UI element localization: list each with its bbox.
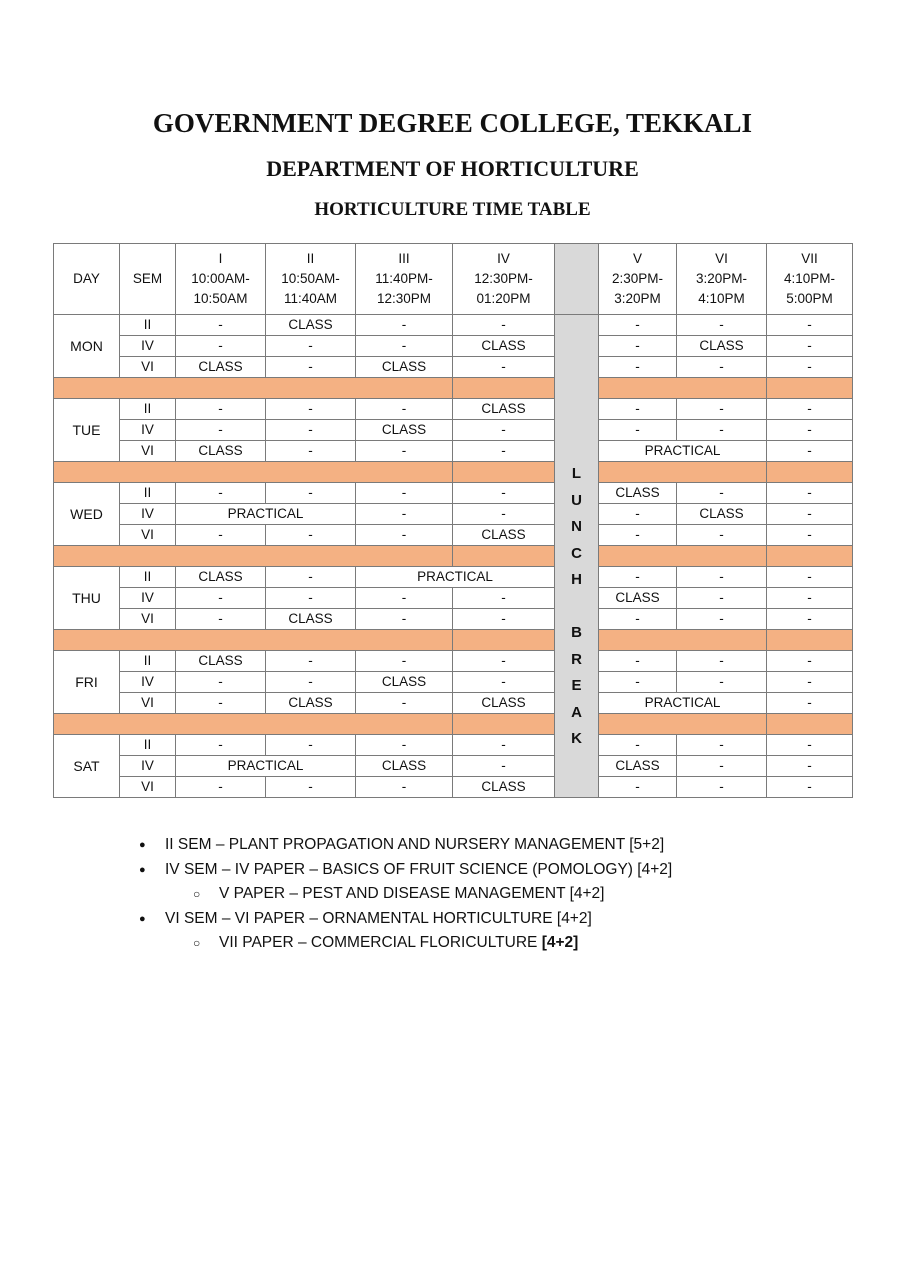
timetable-cell: - (356, 483, 453, 504)
timetable-cell: - (767, 567, 853, 588)
note-item (193, 934, 579, 952)
sem-cell: IV (120, 336, 176, 357)
timetable-cell: - (453, 735, 555, 756)
timetable-cell: - (266, 483, 356, 504)
timetable-cell: - (453, 420, 555, 441)
timetable-cell: - (176, 609, 266, 630)
timetable-cell: CLASS (599, 588, 677, 609)
sem-cell: II (120, 315, 176, 336)
timetable-cell: - (677, 777, 767, 798)
sem-cell: VI (120, 357, 176, 378)
timetable-cell: CLASS (599, 483, 677, 504)
note-text: VII PAPER – COMMERCIAL FLORICULTURE (219, 934, 542, 951)
sem-cell: II (120, 483, 176, 504)
timetable-cell: - (356, 588, 453, 609)
day-cell: WED (54, 483, 120, 546)
note-text: II SEM – PLANT PROPAGATION AND NURSERY MANAGEMENT [5+2] (165, 836, 665, 853)
timetable-cell: - (356, 441, 453, 462)
note-text: IV SEM – IV PAPER – BASICS OF FRUIT SCIENCE (POMOLOGY) [4+2] (165, 861, 673, 878)
department-name: DEPARTMENT OF HORTICULTURE (266, 156, 639, 181)
timetable-cell: - (176, 399, 266, 420)
separator-cell (54, 462, 453, 483)
sem-cell: IV (120, 420, 176, 441)
timetable-cell: - (677, 756, 767, 777)
timetable-cell: CLASS (176, 567, 266, 588)
timetable-cell: CLASS (453, 693, 555, 714)
timetable-cell: - (767, 756, 853, 777)
day-separator (54, 462, 853, 483)
timetable-cell: CLASS (453, 399, 555, 420)
bullet-icon: ● (139, 913, 146, 925)
timetable-cell: - (767, 693, 853, 714)
timetable-cell: - (599, 420, 677, 441)
timetable-cell: - (266, 735, 356, 756)
timetable-cell: - (356, 504, 453, 525)
period-start: 2:30PM- (611, 271, 664, 286)
note-item (139, 836, 665, 854)
timetable-cell: CLASS (266, 315, 356, 336)
sem-cell: II (120, 735, 176, 756)
timetable-cell: CLASS (266, 693, 356, 714)
sem-cell: VI (120, 693, 176, 714)
timetable-cell: - (767, 504, 853, 525)
timetable-cell: - (599, 609, 677, 630)
period-end: 11:40AM (283, 291, 338, 306)
period-header-iii (356, 244, 453, 315)
timetable-cell: - (176, 693, 266, 714)
timetable-cell: - (767, 315, 853, 336)
timetable-cell: - (599, 315, 677, 336)
timetable-cell: - (453, 483, 555, 504)
note-item (139, 861, 673, 879)
timetable-cell: CLASS (453, 525, 555, 546)
timetable-cell: CLASS (677, 336, 767, 357)
period-start: 10:50AM- (281, 271, 340, 286)
day-header: DAY (54, 244, 120, 315)
period-header-iv (453, 244, 555, 315)
timetable-cell: - (767, 525, 853, 546)
sem-cell: II (120, 567, 176, 588)
timetable-cell: - (176, 588, 266, 609)
lunch-letter: B (571, 624, 582, 641)
period-num: IV (497, 251, 510, 266)
timetable-cell: - (176, 336, 266, 357)
day-separator (54, 546, 853, 567)
lunch-header-cell (555, 244, 599, 315)
period-end: 5:00PM (786, 291, 833, 306)
lunch-letter: A (571, 703, 582, 721)
sem-cell: VI (120, 525, 176, 546)
timetable-cell: - (677, 735, 767, 756)
separator-cell (767, 630, 853, 651)
timetable-cell: - (677, 525, 767, 546)
lunch-letter: H (571, 571, 582, 588)
timetable-cell: - (453, 672, 555, 693)
timetable (53, 243, 853, 798)
timetable-cell: PRACTICAL (176, 504, 356, 525)
period-header-vii (767, 244, 853, 315)
timetable-cell: - (356, 399, 453, 420)
timetable-cell: - (599, 504, 677, 525)
sem-cell: VI (120, 777, 176, 798)
separator-cell (767, 714, 853, 735)
separator-cell (54, 714, 453, 735)
timetable-cell: - (176, 420, 266, 441)
timetable-cell: - (599, 651, 677, 672)
timetable-cell: - (599, 735, 677, 756)
timetable-cell: - (677, 420, 767, 441)
period-start: 11:40PM- (375, 271, 433, 286)
timetable-cell: CLASS (356, 672, 453, 693)
timetable-cell: CLASS (356, 357, 453, 378)
separator-cell (767, 546, 853, 567)
timetable-cell: - (599, 777, 677, 798)
timetable-cell: - (767, 336, 853, 357)
timetable-cell: PRACTICAL (599, 693, 767, 714)
period-start: 10:00AM- (191, 271, 250, 286)
separator-cell (453, 630, 555, 651)
timetable-cell: - (677, 399, 767, 420)
timetable-cell: - (767, 420, 853, 441)
sem-cell: VI (120, 609, 176, 630)
timetable-cell: - (767, 651, 853, 672)
separator-cell (453, 714, 555, 735)
timetable-cell: - (599, 357, 677, 378)
timetable-cell: - (356, 525, 453, 546)
period-header-i (176, 244, 266, 315)
timetable-cell: - (677, 672, 767, 693)
separator-cell (767, 378, 853, 399)
timetable-cell: - (176, 525, 266, 546)
timetable-cell: - (453, 609, 555, 630)
college-name: GOVERNMENT DEGREE COLLEGE, TEKKALI (152, 108, 753, 138)
timetable-cell: - (356, 336, 453, 357)
period-start: 4:10PM- (783, 271, 836, 286)
sem-cell: IV (120, 756, 176, 777)
timetable-cell: - (266, 525, 356, 546)
timetable-cell: - (176, 777, 266, 798)
timetable-cell: - (356, 777, 453, 798)
timetable-cell: - (453, 756, 555, 777)
lunch-break-column (555, 315, 599, 798)
sem-header: SEM (120, 244, 176, 315)
day-cell: THU (54, 567, 120, 630)
day-cell: FRI (54, 651, 120, 714)
period-start: 3:20PM- (695, 271, 748, 286)
period-num: VII (801, 251, 818, 266)
timetable-cell: - (767, 399, 853, 420)
timetable-cell: - (266, 399, 356, 420)
lunch-letter: L (571, 465, 582, 482)
timetable-cell: CLASS (176, 441, 266, 462)
timetable-cell: CLASS (453, 336, 555, 357)
timetable-cell: - (767, 735, 853, 756)
day-separator (54, 714, 853, 735)
sem-cell: IV (120, 672, 176, 693)
timetable-cell: - (453, 357, 555, 378)
timetable-cell: - (453, 651, 555, 672)
timetable-cell: - (356, 315, 453, 336)
timetable-cell: - (599, 567, 677, 588)
timetable-cell: - (767, 672, 853, 693)
timetable-cell: - (266, 420, 356, 441)
separator-cell (599, 462, 767, 483)
separator-cell (599, 714, 767, 735)
lunch-letter: K (571, 730, 582, 747)
separator-cell (599, 378, 767, 399)
separator-cell (767, 462, 853, 483)
timetable-cell: CLASS (599, 756, 677, 777)
period-header-v (599, 244, 677, 315)
timetable-cell: - (453, 441, 555, 462)
timetable-cell: - (266, 357, 356, 378)
sub-bullet-icon: ○ (193, 887, 201, 901)
sem-cell: IV (120, 588, 176, 609)
period-end: 4:10PM (698, 291, 745, 306)
period-start: 12:30PM- (474, 271, 533, 286)
timetable-cell: - (266, 336, 356, 357)
timetable-cell: - (677, 588, 767, 609)
separator-cell (453, 546, 555, 567)
timetable-cell: CLASS (356, 420, 453, 441)
day-separator (54, 630, 853, 651)
timetable-cell: - (266, 588, 356, 609)
timetable-cell: - (677, 357, 767, 378)
timetable-cell: - (677, 567, 767, 588)
timetable-cell: PRACTICAL (356, 567, 555, 588)
timetable-cell: PRACTICAL (176, 756, 356, 777)
sem-cell: II (120, 651, 176, 672)
timetable-cell: CLASS (453, 777, 555, 798)
separator-cell (54, 630, 453, 651)
timetable-cell: - (767, 441, 853, 462)
timetable-cell: CLASS (176, 357, 266, 378)
timetable-cell: - (266, 777, 356, 798)
note-item (139, 910, 592, 928)
timetable-cell: - (356, 735, 453, 756)
timetable-cell: - (599, 525, 677, 546)
period-num: II (306, 251, 315, 266)
timetable-cell: - (453, 315, 555, 336)
separator-cell (54, 546, 453, 567)
day-separator (54, 378, 853, 399)
sem-cell: II (120, 399, 176, 420)
timetable-title: HORTICULTURE TIME TABLE (314, 199, 591, 220)
lunch-letter: C (571, 544, 582, 562)
timetable-cell: - (599, 672, 677, 693)
lunch-letter: U (571, 491, 582, 509)
timetable-cell: - (176, 315, 266, 336)
timetable-cell: - (677, 651, 767, 672)
timetable-cell: - (453, 504, 555, 525)
lunch-letter: E (571, 677, 582, 694)
timetable-cell: CLASS (677, 504, 767, 525)
timetable-cell: CLASS (356, 756, 453, 777)
bullet-icon: ● (139, 864, 146, 876)
timetable-cell: - (266, 672, 356, 693)
separator-cell (599, 546, 767, 567)
period-end: 3:20PM (614, 291, 661, 306)
lunch-letter: N (571, 518, 582, 535)
bullet-icon: ● (139, 839, 146, 851)
timetable-cell: - (453, 588, 555, 609)
lunch-letter: R (571, 650, 582, 668)
period-end: 12:30PM (376, 291, 432, 306)
timetable-cell: - (599, 336, 677, 357)
note-item (193, 885, 605, 903)
separator-cell (453, 378, 555, 399)
note-text: VI SEM – VI PAPER – ORNAMENTAL HORTICULTURE [4+2] (165, 910, 592, 927)
timetable-cell: CLASS (176, 651, 266, 672)
timetable-cell: - (266, 567, 356, 588)
period-end: 01:20PM (476, 291, 531, 306)
timetable-cell: - (266, 651, 356, 672)
timetable-cell: - (767, 609, 853, 630)
timetable-cell: - (677, 609, 767, 630)
day-cell: SAT (54, 735, 120, 798)
timetable-cell: - (767, 777, 853, 798)
timetable-cell: - (677, 483, 767, 504)
timetable-cell: - (266, 441, 356, 462)
timetable-cell: CLASS (266, 609, 356, 630)
timetable-cell: PRACTICAL (599, 441, 767, 462)
timetable-cell: - (356, 609, 453, 630)
note-text: V PAPER – PEST AND DISEASE MANAGEMENT [4+2] (219, 885, 605, 902)
timetable-cell: - (356, 693, 453, 714)
sem-cell: IV (120, 504, 176, 525)
day-cell: TUE (54, 399, 120, 462)
period-num: III (398, 251, 410, 266)
period-num: I (218, 251, 223, 266)
period-num: V (632, 251, 642, 266)
timetable-cell: - (176, 483, 266, 504)
timetable-cell: - (767, 483, 853, 504)
timetable-cell: - (767, 357, 853, 378)
period-header-vi (677, 244, 767, 315)
timetable-cell: - (356, 651, 453, 672)
period-num: VI (715, 251, 728, 266)
note-credits: [4+2] (541, 934, 579, 951)
timetable-cell: - (767, 588, 853, 609)
lunch-letter (555, 594, 598, 621)
separator-cell (54, 378, 453, 399)
sub-bullet-icon: ○ (193, 936, 201, 950)
timetable-cell: - (677, 315, 767, 336)
period-end: 10:50AM (193, 291, 248, 306)
separator-cell (453, 462, 555, 483)
sem-cell: VI (120, 441, 176, 462)
timetable-cell: - (599, 399, 677, 420)
day-cell: MON (54, 315, 120, 378)
timetable-cell: - (176, 735, 266, 756)
timetable-cell: - (176, 672, 266, 693)
period-header-ii (266, 244, 356, 315)
separator-cell (599, 630, 767, 651)
